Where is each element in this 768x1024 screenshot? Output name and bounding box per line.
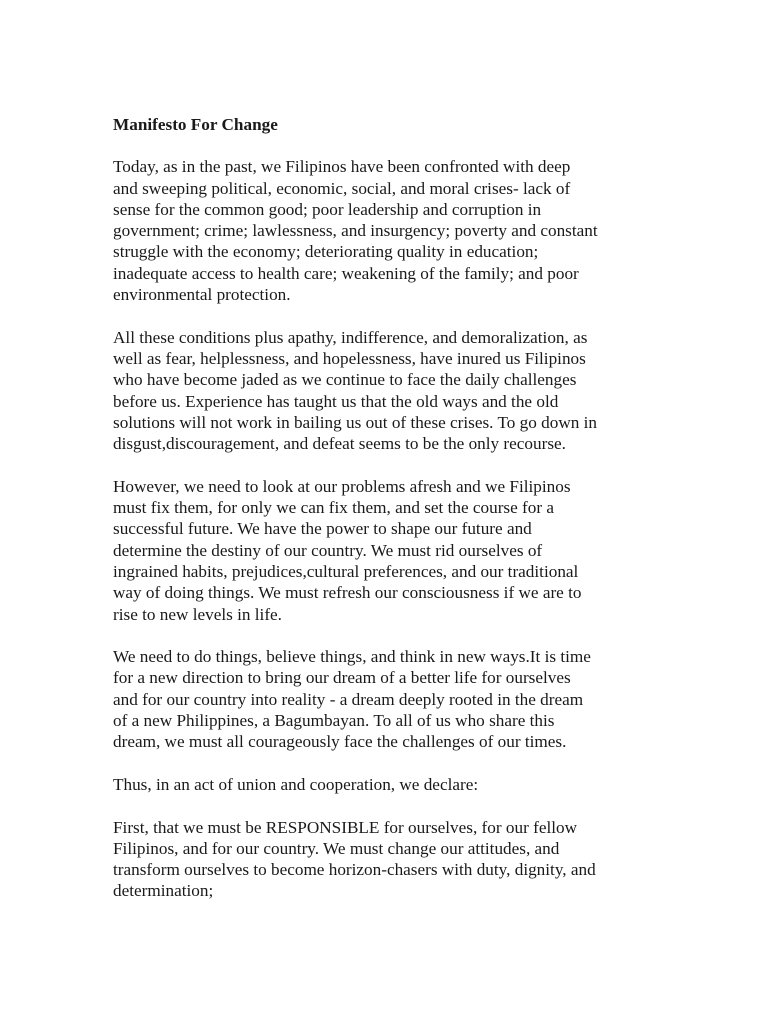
text-line: and for our country into reality - a dream deeply rooted in the dream <box>113 689 584 709</box>
document-title: Manifesto For Change <box>113 115 278 134</box>
text-line: Filipinos, and for our country. We must change our attitudes, and <box>113 838 560 858</box>
text-line: solutions will not work in bailing us out of these crises. To go down in <box>113 412 598 432</box>
text-line: Today, as in the past, we Filipinos have been confronted with deep <box>113 157 571 177</box>
paragraph-4 <box>113 646 663 752</box>
paragraph-6 <box>113 817 663 902</box>
text-line: must fix them, for only we can fix them, and set the course for a <box>113 498 555 518</box>
text-line: disgust,discouragement, and defeat seems to be the only recourse. <box>113 434 566 454</box>
text-line: who have become jaded as we continue to face the daily challenges <box>113 370 577 390</box>
text-line: before us. Experience has taught us that the old ways and the old <box>113 391 559 411</box>
text-line: transform ourselves to become horizon-chasers with duty, dignity, and <box>113 860 596 880</box>
paragraph-1 <box>113 156 663 305</box>
text-line: Thus, in an act of union and cooperation, we declare: <box>113 774 479 794</box>
text-line: All these conditions plus apathy, indifference, and demoralization, as <box>113 327 588 347</box>
text-line: government; crime; lawlessness, and insurgency; poverty and constant <box>113 221 598 241</box>
text-line: struggle with the economy; deteriorating quality in education; <box>113 242 539 262</box>
text-line: sense for the common good; poor leadership and corruption in <box>113 199 542 219</box>
text-line: successful future. We have the power to shape our future and <box>113 519 532 539</box>
document-body <box>113 114 663 923</box>
text-line: well as fear, helplessness, and hopelessness, have inured us Filipinos <box>113 348 586 368</box>
text-line: determine the destiny of our country. We must rid ourselves of <box>113 540 543 560</box>
text-line: rise to new levels in life. <box>113 604 282 624</box>
text-line: environmental protection. <box>113 285 291 305</box>
text-line: dream, we must all courageously face the challenges of our times. <box>113 732 567 752</box>
text-line: However, we need to look at our problems afresh and we Filipinos <box>113 476 571 496</box>
text-line: First, that we must be RESPONSIBLE for ourselves, for our fellow <box>113 817 578 837</box>
text-line: inadequate access to health care; weakening of the family; and poor <box>113 263 579 283</box>
text-line: way of doing things. We must refresh our consciousness if we are to <box>113 583 582 603</box>
text-line: and sweeping political, economic, social, and moral crises- lack of <box>113 178 571 198</box>
text-line: for a new direction to bring our dream of a better life for ourselves <box>113 668 571 688</box>
paragraph-3 <box>113 476 663 625</box>
text-line: determination; <box>113 881 214 901</box>
paragraph-2 <box>113 327 663 455</box>
paragraph-5 <box>113 774 663 795</box>
text-line: We need to do things, believe things, and think in new ways.It is time <box>113 647 591 667</box>
text-line: ingrained habits, prejudices,cultural preferences, and our traditional <box>113 561 579 581</box>
text-line: of a new Philippines, a Bagumbayan. To all of us who share this <box>113 711 555 731</box>
